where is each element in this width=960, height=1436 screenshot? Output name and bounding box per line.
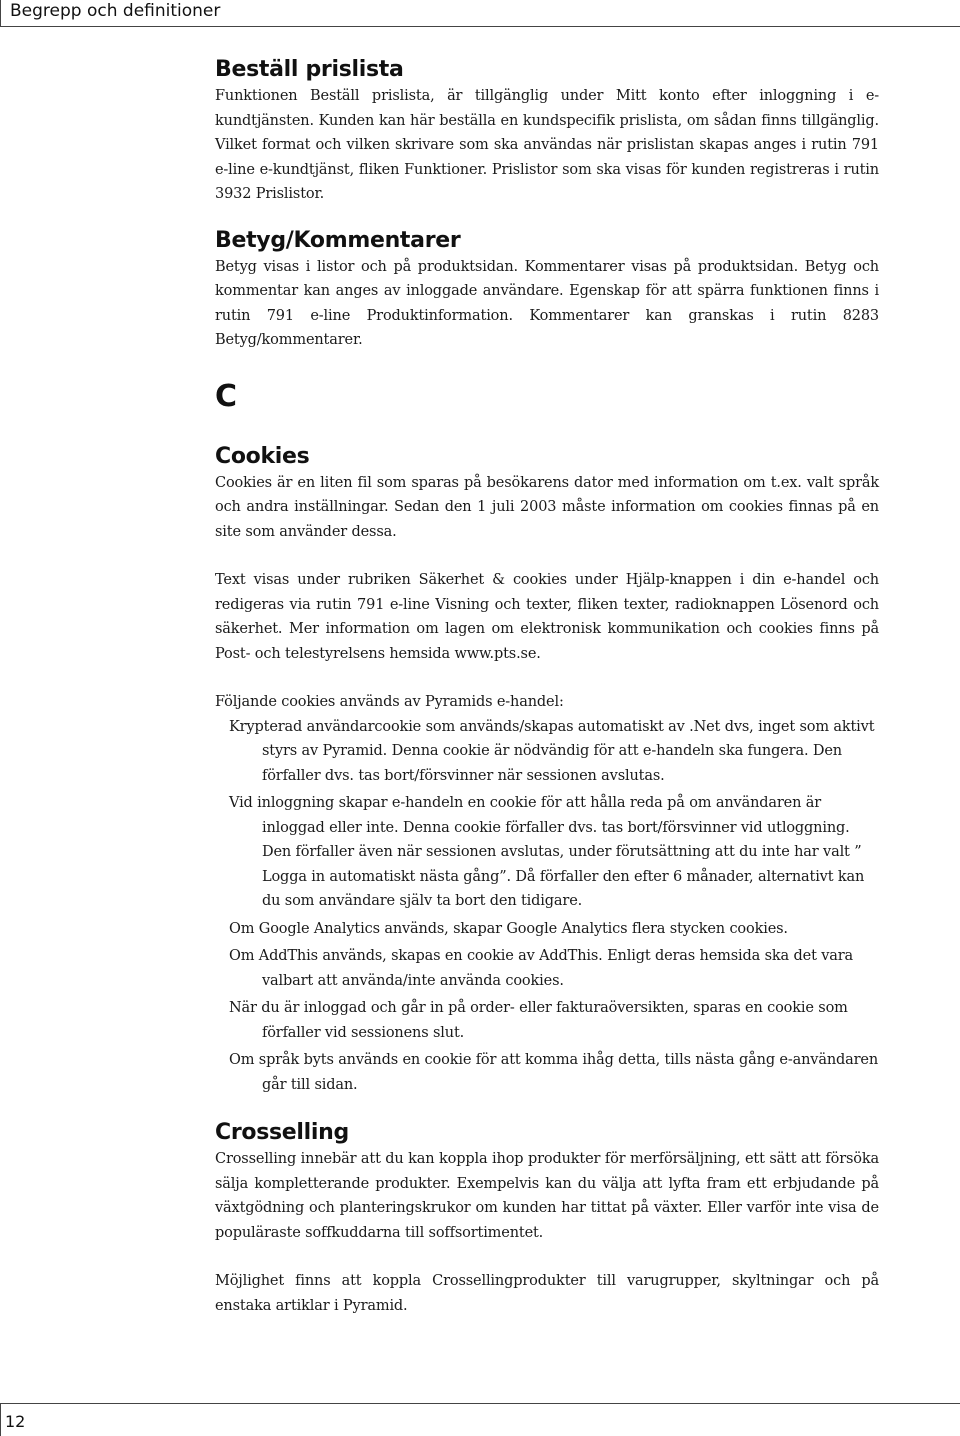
paragraph-cookies-1: Cookies är en liten fil som sparas på besökarens dator med information om t.ex. valt språk och andra inställningar. Sedan den 1 juli 2003 måste information om cookies finnas på en site som använder dessa. — [215, 474, 879, 540]
section-cookies — [215, 443, 879, 1098]
heading-betyg-kommentarer: Betyg/Kommentarer — [215, 227, 461, 253]
cookies-list-intro: Följande cookies används av Pyramids e-handel: — [215, 694, 564, 710]
list-item: Krypterad användarcookie som används/skapas automatiskt av .Net dvs, inget som aktivt styrs av Pyramid. Denna cookie är nödvändig för att e-handeln ska fungera. Den förfaller dvs. tas bort/försvinner när sessionen avslutas. — [229, 718, 875, 784]
paragraph-crosselling-1: Crosselling innebär att du kan koppla ihop produkter för merförsäljning, ett sätt att försöka sälja kompletterande produkter. Exempelvis kan du välja att lyfta fram ett erbjudande på växtgödning och planteringskrukor om kunden har tittat på växter. Eller varför inte visa de populäraste soffkuddarna till soffsortimentet. — [215, 1151, 879, 1241]
page-footer — [0, 1403, 960, 1436]
section-bestall-prislista — [215, 56, 879, 207]
footer-rule — [0, 1404, 1, 1436]
heading-cookies: Cookies — [215, 443, 310, 469]
heading-crosselling: Crosselling — [215, 1120, 349, 1145]
list-item: Om AddThis används, skapas en cookie av AddThis. Enligt deras hemsida ska det vara valbart att använda/inte använda cookies. — [229, 948, 854, 989]
cookies-list — [215, 715, 879, 1098]
heading-bestall-prislista: Beställ prislista — [215, 57, 404, 82]
page-number: 12 — [5, 1412, 26, 1431]
paragraph-crosselling-2: Möjlighet finns att koppla Crossellingprodukter till varugrupper, skyltningar och på enstaka artiklar i Pyramid. — [215, 1273, 879, 1314]
list-item: Om Google Analytics används, skapar Google Analytics flera stycken cookies. — [229, 920, 788, 937]
paragraph-bestall-prislista: Funktionen Beställ prislista, är tillgänglig under Mitt konto efter inloggning i e-kundtjänsten. Kunden kan här beställa en kundspecifik prislista, om sådan finns tillgänglig. Vilket format och vilken skrivare som ska användas när prislistan skapas anges i rutin 791 e-line e-kundtjänst, fliken Funktioner. Prislistor som ska visas för kunden registreras i rutin 3932 Prislistor. — [215, 88, 879, 202]
paragraph-cookies-2: Text visas under rubriken Säkerhet & cookies under Hjälp-knappen i din e-handel och redigeras via rutin 791 e-line Visning och texter, fliken texter, radioknappen Lösenord och säkerhet. Mer information om lagen om elektronisk kommunikation och cookies finns på Post- och telestyrelsens hemsida www.pts.se. — [215, 572, 879, 662]
list-item: När du är inloggad och går in på order- eller fakturaöversikten, sparas en cookie som förfaller vid sessionens slut. — [229, 1000, 848, 1041]
page-content — [215, 56, 879, 1318]
section-crosselling — [215, 1119, 879, 1318]
header-rule — [0, 0, 1, 27]
section-betyg-kommentarer — [215, 227, 879, 353]
running-header-title: Begrepp och definitioner — [10, 1, 221, 21]
paragraph-betyg-kommentarer: Betyg visas i listor och på produktsidan. Kommentarer visas på produktsidan. Betyg och kommentar kan anges av inloggade användare. Egenskap för att spärra funktionen finns i rutin 791 e-line Produktinformation. Kommentarer kan granskas i rutin 8283 Betyg/kommentarer. — [215, 258, 879, 348]
page-header — [0, 0, 960, 27]
letter-heading-c: C — [215, 378, 238, 414]
list-item: Om språk byts används en cookie för att komma ihåg detta, tills nästa gång e-användaren går till sidan. — [229, 1052, 879, 1093]
list-item: Vid inloggning skapar e-handeln en cookie för att hålla reda på om användaren är inloggad eller inte. Denna cookie förfaller dvs. tas bort/försvinner vid utloggning. Den förfaller även när sessionen avslutas, under förutsättning att du inte har valt ” Logga in automatiskt nästa gång”. Då förfaller den efter 6 månader, alternativt kan du som användare själv ta bort den tidigare. — [229, 795, 865, 909]
